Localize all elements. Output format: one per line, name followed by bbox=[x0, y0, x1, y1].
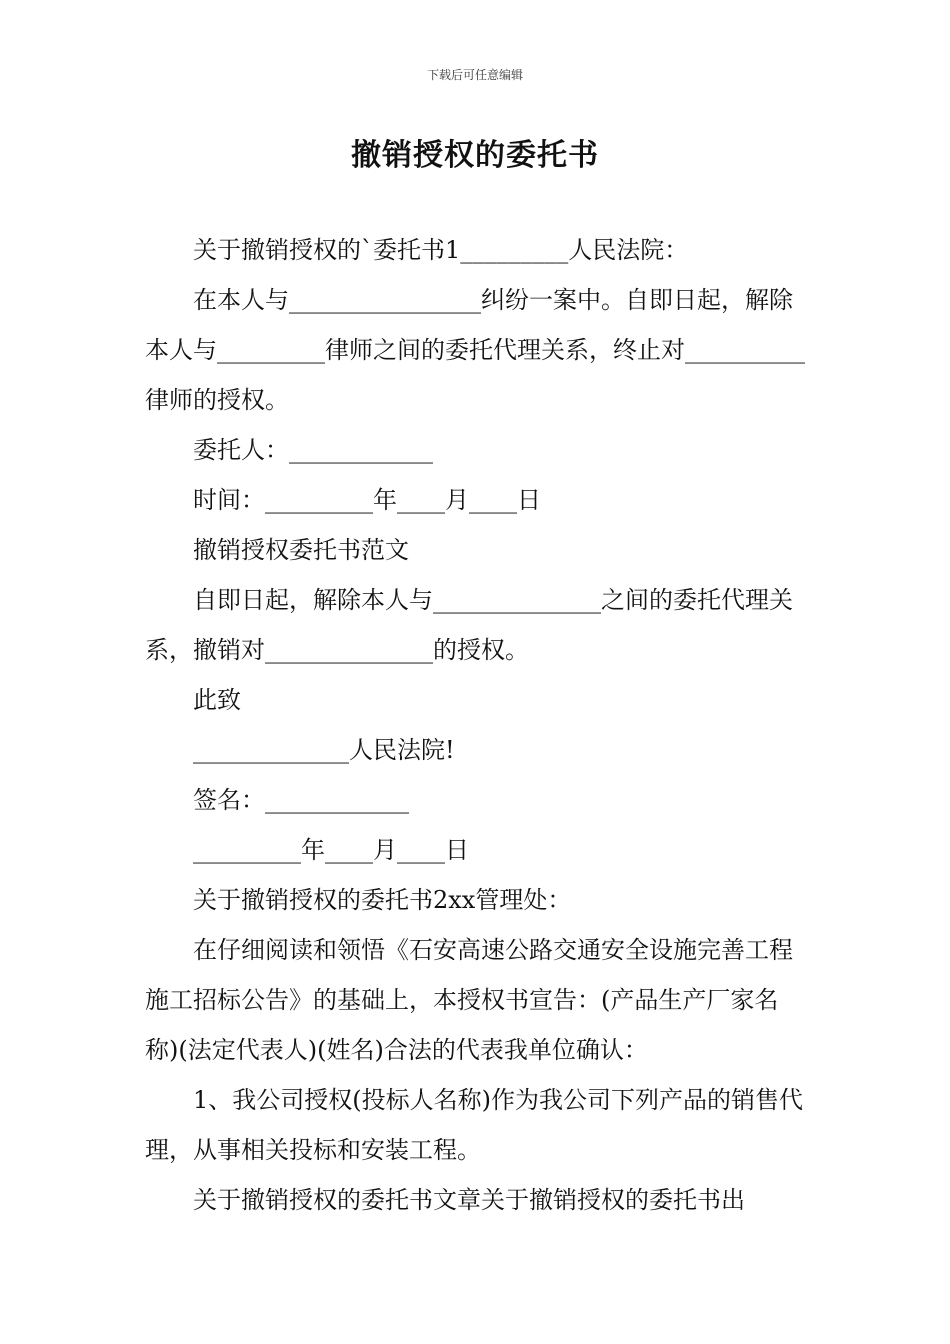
header-note: 下载后可任意编辑 bbox=[426, 68, 523, 82]
paragraph-signature: 签名：____________ bbox=[193, 786, 409, 814]
paragraph-principal: 委托人：____________ bbox=[193, 436, 433, 464]
document-title: 撤销授权的委托书 bbox=[351, 138, 599, 173]
paragraph-revocation-1: 在本人与________________纠纷一案中。自即日起，解除本人与_________律师之间的委托代理关系，终止对__________律师的授权。 bbox=[145, 286, 805, 414]
paragraph-authorization-item-1: 1、我公司授权(投标人名称)作为我公司下列产品的销售代理，从事相关投标和安装工程。 bbox=[145, 1086, 803, 1164]
paragraph-authorization-statement: 在仔细阅读和领悟《石安高速公路交通安全设施完善工程施工招标公告》的基础上，本授权书宣告：(产品生产厂家名称)(法定代表人)(姓名)合法的代表我单位确认： bbox=[145, 936, 793, 1064]
paragraph-revocation-2: 自即日起，解除本人与______________之间的委托代理关系，撤销对______________的授权。 bbox=[145, 586, 793, 664]
document-body bbox=[145, 225, 810, 1225]
paragraph-date: 时间：_________年____月____日 bbox=[193, 486, 541, 514]
paragraph-addressee: 关于撤销授权的`委托书1_________人民法院： bbox=[193, 236, 689, 264]
paragraph-sample-heading: 撤销授权委托书范文 bbox=[193, 536, 409, 564]
paragraph-court: _____________人民法院! bbox=[193, 736, 455, 764]
paragraph-signature-date: _________年____月____日 bbox=[193, 836, 469, 864]
paragraph-second-addressee: 关于撤销授权的委托书2xx管理处： bbox=[193, 886, 572, 914]
paragraph-trailing: 关于撤销授权的委托书文章关于撤销授权的委托书出 bbox=[193, 1186, 745, 1214]
paragraph-salutation: 此致 bbox=[193, 686, 241, 714]
